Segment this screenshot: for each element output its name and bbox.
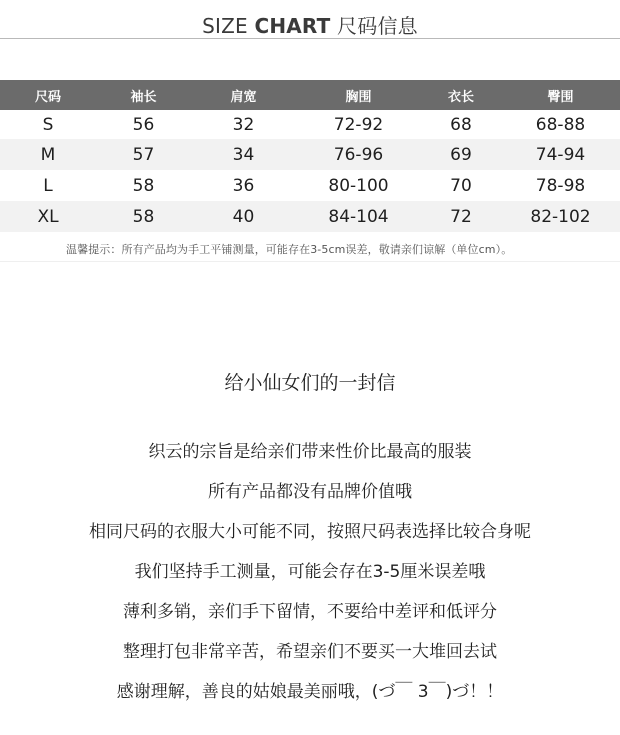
column-header-size: 尺码 — [0, 80, 96, 110]
table-cell: M — [0, 139, 96, 170]
table-cell: 68 — [450, 114, 472, 135]
table-cell: L — [43, 175, 53, 196]
size-table-header-row — [0, 80, 620, 110]
letter-line: 感谢理解，善良的姑娘最美丽哦，(づ￣ 3￣)づ！！ — [116, 682, 504, 702]
letter-title: 给小仙女们的一封信 — [224, 372, 396, 394]
letter-line: 我们坚持手工测量，可能会存在3-5厘米误差哦 — [134, 562, 486, 582]
table-cell: 56 — [132, 114, 155, 135]
letter-body — [0, 439, 620, 719]
table-cell: 68-88 — [535, 114, 586, 135]
table-row — [0, 110, 620, 139]
table-cell: 58 — [96, 201, 191, 232]
table-cell: S — [42, 114, 54, 135]
table-cell: 82-102 — [501, 201, 620, 232]
column-header-hip: 臀围 — [501, 80, 620, 110]
column-header-length: 衣长 — [421, 80, 501, 110]
size-table — [0, 80, 620, 232]
table-cell: 57 — [96, 139, 191, 170]
table-row — [0, 139, 620, 170]
table-row — [0, 170, 620, 201]
column-header-sleeve: 袖长 — [96, 80, 191, 110]
column-header-shoulder: 肩宽 — [191, 80, 296, 110]
table-cell: 78-98 — [535, 175, 586, 196]
letter-line: 所有产品都没有品牌价值哦 — [208, 482, 412, 502]
measurement-note: 温馨提示：所有产品均为手工平铺测量，可能存在3-5cm误差，敬请亲们谅解（单位cm）。 — [66, 243, 513, 256]
size-chart-title-cn: 尺码信息 — [330, 14, 418, 38]
letter-line: 相同尺码的衣服大小可能不同，按照尺码表选择比较合身呢 — [89, 522, 531, 542]
table-cell: 76-96 — [296, 139, 421, 170]
table-cell: 40 — [191, 201, 296, 232]
size-chart-title — [0, 10, 620, 39]
size-chart-title-strong: CHART — [254, 14, 331, 38]
table-cell: 74-94 — [501, 139, 620, 170]
table-row — [0, 201, 620, 232]
table-cell: 72-92 — [333, 114, 384, 135]
table-cell: XL — [0, 201, 96, 232]
column-header-chest: 胸围 — [296, 80, 421, 110]
letter-line: 整理打包非常辛苦，希望亲们不要买一大堆回去试 — [123, 642, 497, 662]
table-cell: 80-100 — [328, 175, 389, 196]
table-cell: 72 — [421, 201, 501, 232]
table-cell: 32 — [232, 114, 255, 135]
size-chart-title-prefix: SIZE — [202, 14, 255, 38]
table-cell: 70 — [450, 175, 472, 196]
table-cell: 58 — [132, 175, 155, 196]
table-cell: 36 — [232, 175, 255, 196]
letter-line: 织云的宗旨是给亲们带来性价比最高的服装 — [148, 442, 472, 462]
note-divider — [0, 261, 620, 262]
header-divider — [0, 38, 620, 39]
table-cell: 69 — [421, 139, 501, 170]
table-cell: 34 — [191, 139, 296, 170]
table-cell: 84-104 — [296, 201, 421, 232]
letter-line: 薄利多销，亲们手下留情，不要给中差评和低评分 — [123, 602, 497, 622]
